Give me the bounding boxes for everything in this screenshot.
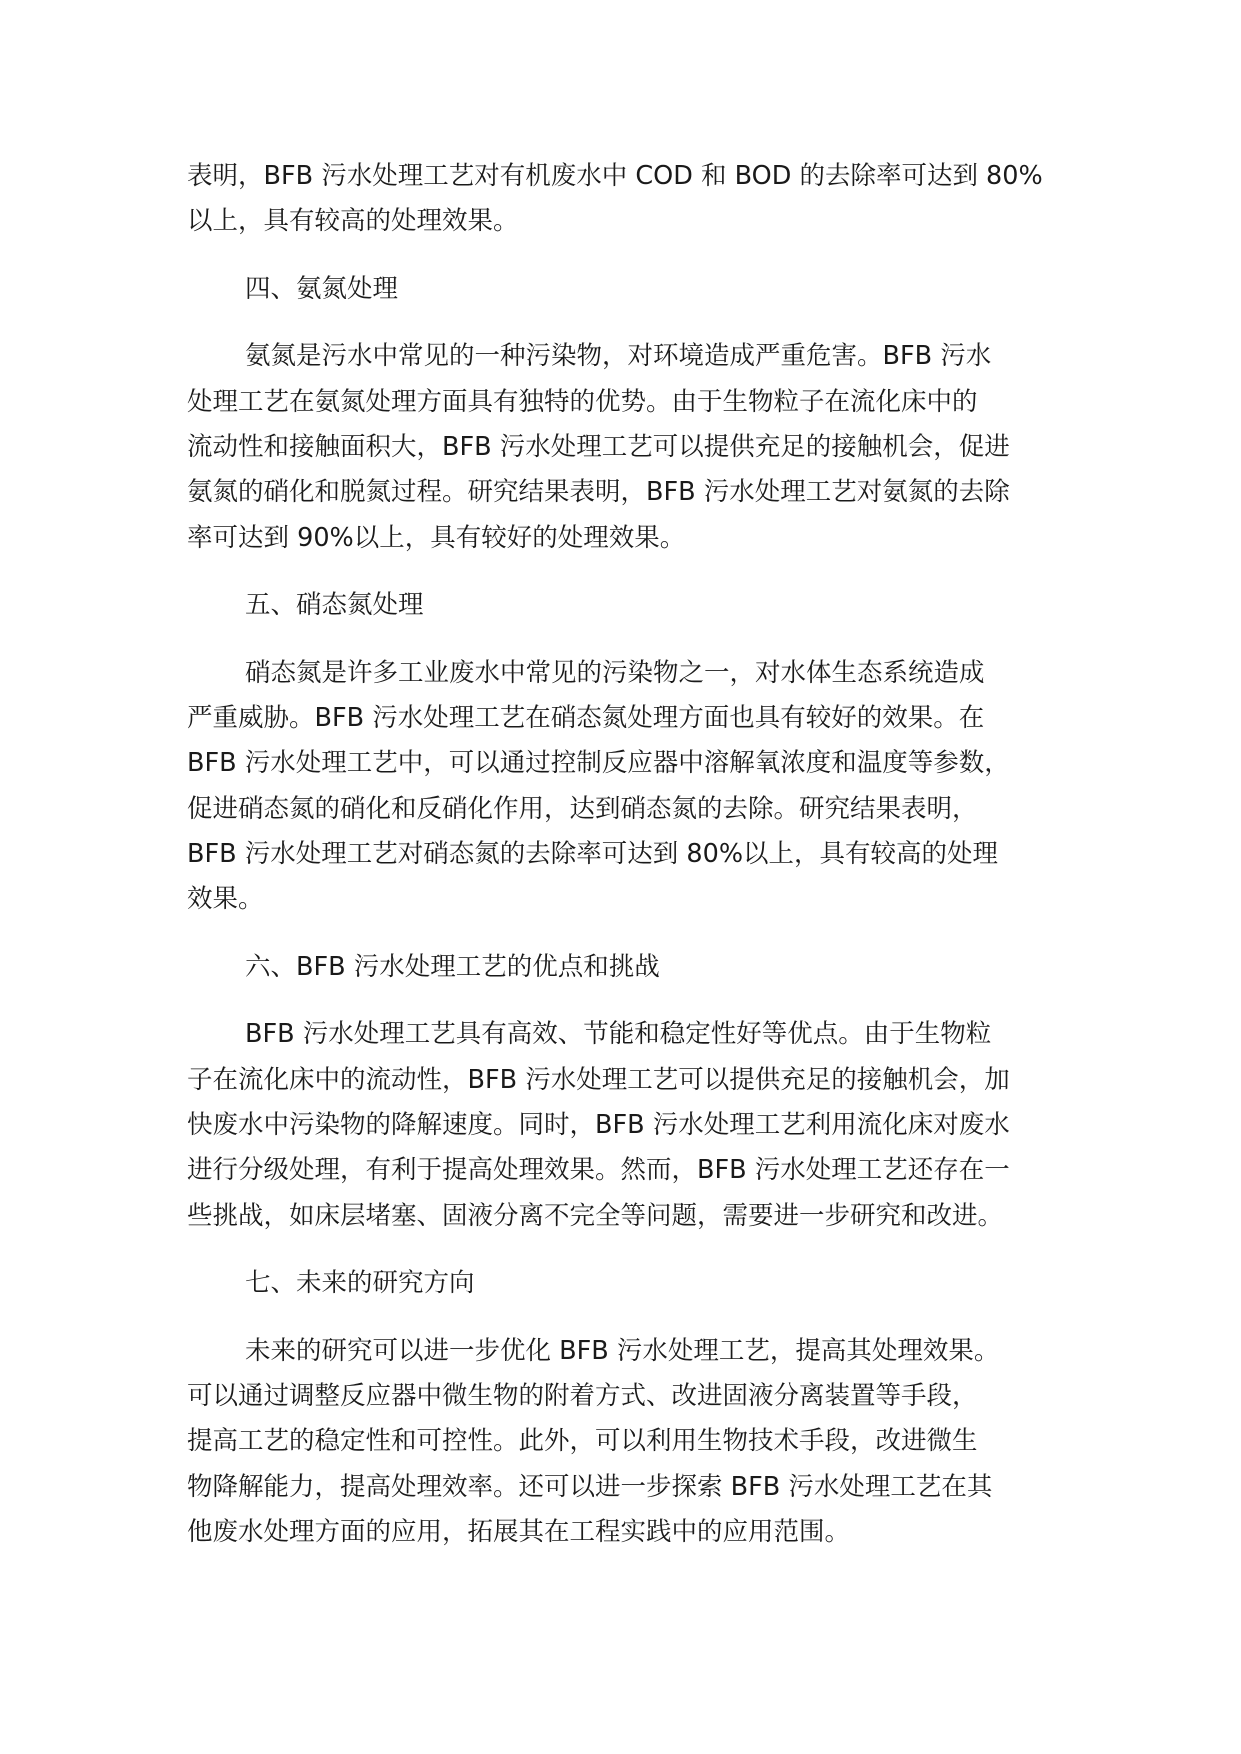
text-line: 提高工艺的稳定性和可控性。此外，可以利用生物技术手段，改进微生 — [187, 1426, 978, 1457]
text-line: 子在流化床中的流动性，BFB 污水处理工艺可以提供充足的接触机会，加 — [187, 1064, 1010, 1095]
paragraph-intro — [187, 154, 1087, 245]
text-line: 氨氮的硝化和脱氮过程。研究结果表明，BFB 污水处理工艺对氨氮的去除 — [187, 477, 1010, 508]
paragraph-section-7 — [187, 1329, 1087, 1556]
text-line: 以上，具有较高的处理效果。 — [187, 206, 519, 237]
paragraph-section-5 — [187, 651, 1087, 923]
paragraph-section-6 — [187, 1012, 1087, 1239]
text-line: 硝态氮是许多工业废水中常见的污染物之一，对水体生态系统造成 — [245, 657, 985, 688]
section-heading-6: 六、BFB 污水处理工艺的优点和挑战 — [245, 951, 660, 982]
section-heading-4: 四、氨氮处理 — [245, 273, 399, 304]
text-line: 率可达到 90%以上，具有较好的处理效果。 — [187, 522, 686, 553]
text-line: 他废水处理方面的应用，拓展其在工程实践中的应用范围。 — [187, 1517, 851, 1548]
text-line: BFB 污水处理工艺具有高效、节能和稳定性好等优点。由于生物粒 — [245, 1019, 992, 1050]
document-body — [187, 154, 1087, 1556]
section-heading-5: 五、硝态氮处理 — [245, 590, 424, 621]
text-line: 促进硝态氮的硝化和反硝化作用，达到硝态氮的去除。研究结果表明， — [187, 793, 978, 824]
text-line: 可以通过调整反应器中微生物的附着方式、改进固液分离装置等手段， — [187, 1380, 978, 1411]
text-line: 氨氮是污水中常见的一种污染物，对环境造成严重危害。BFB 污水 — [245, 341, 992, 372]
text-line: 表明，BFB 污水处理工艺对有机废水中 COD 和 BOD 的去除率可达到 80% — [187, 161, 1043, 191]
text-line: 快废水中污染物的降解速度。同时，BFB 污水处理工艺利用流化床对废水 — [187, 1110, 1010, 1141]
text-line: 流动性和接触面积大，BFB 污水处理工艺可以提供充足的接触机会，促进 — [187, 431, 1010, 462]
section-heading-7: 七、未来的研究方向 — [245, 1268, 475, 1299]
text-line: 进行分级处理，有利于提高处理效果。然而，BFB 污水处理工艺还存在一 — [187, 1155, 1010, 1186]
paragraph-section-4 — [187, 334, 1087, 561]
text-line: 严重威胁。BFB 污水处理工艺在硝态氮处理方面也具有较好的效果。在 — [187, 702, 985, 733]
text-line: BFB 污水处理工艺中，可以通过控制反应器中溶解氧浓度和温度等参数， — [187, 748, 1010, 779]
text-line: 物降解能力，提高处理效率。还可以进一步探索 BFB 污水处理工艺在其 — [187, 1471, 993, 1502]
text-line: 处理工艺在氨氮处理方面具有独特的优势。由于生物粒子在流化床中的 — [187, 386, 978, 417]
text-line: 未来的研究可以进一步优化 BFB 污水处理工艺，提高其处理效果。 — [245, 1335, 1000, 1366]
text-line: BFB 污水处理工艺对硝态氮的去除率可达到 80%以上，具有较高的处理 — [187, 839, 999, 870]
text-line: 效果。 — [187, 884, 264, 915]
text-line: 些挑战，如床层堵塞、固液分离不完全等问题，需要进一步研究和改进。 — [187, 1200, 1004, 1231]
